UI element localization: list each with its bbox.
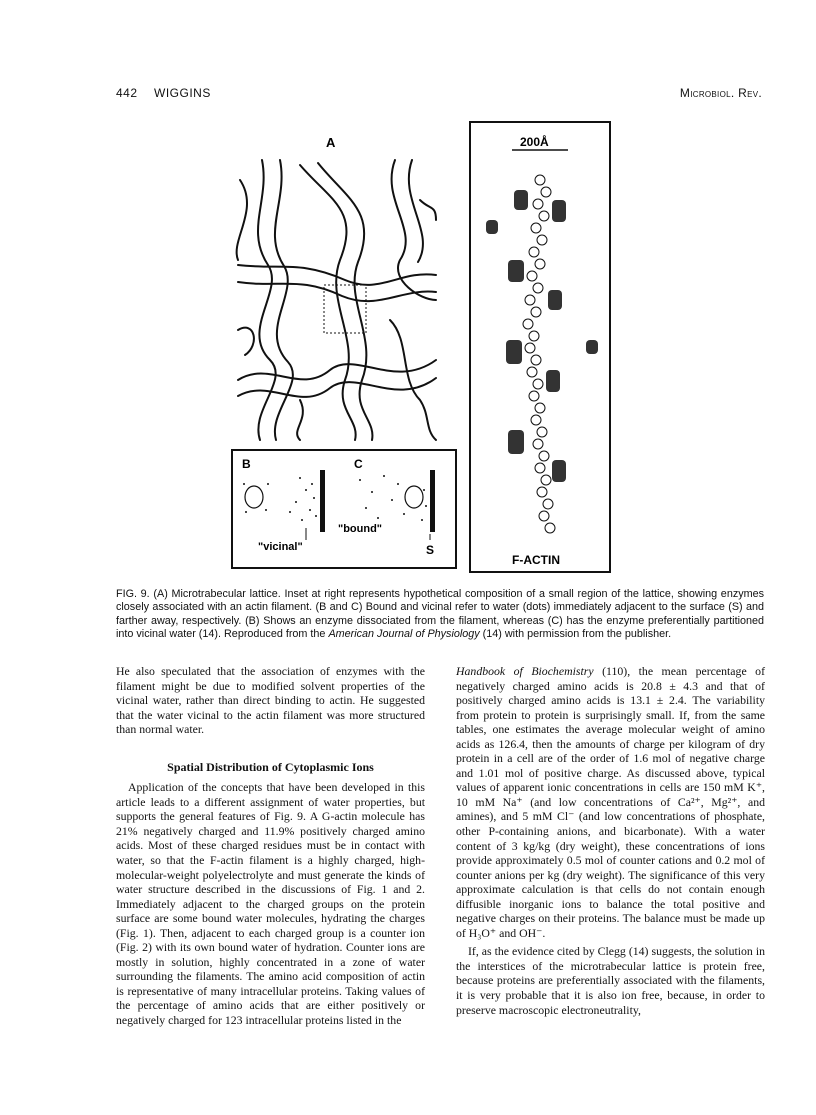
label-surface: S: [426, 543, 435, 557]
panel-a-label: A: [326, 135, 336, 150]
label-bound: "bound": [338, 523, 383, 535]
left-column: [116, 664, 425, 1028]
panel-b-label: B: [242, 457, 251, 471]
panel-f-actin: [470, 122, 610, 572]
panel-c-label: C: [354, 457, 363, 471]
surface-b: [320, 470, 325, 532]
surface-c: [430, 470, 435, 532]
left-paragraph-2: Application of the concepts that have been developed in this article leads to a different assignment of water properties, but supports the general features of Fig. 9. A G-actin molecule has 21% negatively charged and 11.9% positively charged amino acids. Most of these charged residues must be in contact with water, so that the F-actin filament is a highly charged, high-molecular-weight polyelectrolyte and must generate the kinds of water structure described in the discussions of Fig. 1 and 2. Immediately adjacent to the charged groups on the protein surface are some bound water molecules, hydrating the charges (Fig. 1). Then, adjacent to each charged group is a counter ion (Fig. 2) with its own bound water of hydration. Counter ions are mostly in solution, highly concentrated in a zone of water surrounding the filaments. The amino acid composition of actin is representative of many intracellular proteins. Taking values of the percentage of amino acids that are either positively or negatively charged for 123 intracellular proteins listed in the: [116, 780, 425, 1028]
actin-label: F-ACTIN: [512, 553, 560, 567]
section-heading: Spatial Distribution of Cytoplasmic Ions: [167, 759, 374, 774]
caption-text-1: (A) Microtrabecular lattice. Inset at right represents hypothetical composition of a small region of the lattice, showing enzymes closely associated with an actin filament. (B and C) Bound and vicinal refer to water (dots) immediately adjacent to the surface (S) and farther away, respectively. (B) Shows an enzyme dissociated from the filament, whereas (C) has the enzyme preferentially partitioned into vicinal water (14). Reproduced from the: [116, 588, 765, 640]
caption-lead: FIG. 9.: [116, 588, 150, 600]
page-number: 442: [116, 86, 138, 100]
enzyme-b: [245, 486, 263, 508]
caption-journal: American Journal of Physiology: [328, 627, 480, 640]
running-journal: Microbiol. Rev.: [679, 86, 762, 100]
right-column: [456, 664, 765, 1017]
right-paragraph-1-text: (110), the mean percentage of negatively charged amino acids is 20.8 ± 4.3 and that of positively charged amino acids is 13.1 ± 2.4. The variability from protein to protein is surprisingly small. If, from the same tables, one estimates the average molecular weight of amino acids as 126.4, then the amounts of charge per kilogram of dry protein in a cell are of the order of 1.6 mol of negative charge and 1.01 mol of positive charge. As discussed above, typical values of apparent ionic concentrations in cells are 150 mM K⁺, 10 mM Na⁺ (and low concentrations of Ca²⁺, Mg²⁺, and amines), and 5 mM Cl⁻ (and low concentrations of phosphate, other P-containing anions, and bicarbonate). With a water content of 3 kg/kg (dry weight), these concentrations of ions provide approximately 0.5 mol of counter cations and 0.2 mol of counter anions per kg (dry weight). The significance of this very approximate calculation is that cells do not contain enough diffusible inorganic ions to balance the total positive and negative charges on their proteins. The balance must be made up of H₃O⁺ and OH⁻.: [456, 664, 766, 940]
caption-text-2: (14) with permission from the publisher.: [482, 627, 672, 640]
panel-bc: [232, 450, 456, 568]
right-paragraph-1: [456, 664, 765, 940]
scale-label: 200Å: [520, 135, 549, 149]
right-paragraph-2: If, as the evidence cited by Clegg (14) suggests, the solution in the interstices of the microtrabecular lattice is protein free, because proteins are preferentially associated with the filaments, it is very probable that it is also ion free, because, in order to preserve macroscopic electroneutrality,: [456, 944, 765, 1017]
panel-a-lattice: [237, 135, 436, 440]
label-vicinal: "vicinal": [258, 541, 303, 553]
handbook-title: Handbook of Biochemistry: [456, 664, 594, 678]
running-author: WIGGINS: [154, 86, 211, 100]
figure-caption: [116, 588, 764, 641]
left-paragraph-1: He also speculated that the association of enzymes with the filament might be due to modified solvent properties of the vicinal water, rather than direct binding to actin. He suggested that the water vicinal to the actin filament was more structured than normal water.: [116, 664, 425, 737]
inset-region-box: [324, 285, 366, 333]
enzyme-c: [405, 486, 423, 508]
